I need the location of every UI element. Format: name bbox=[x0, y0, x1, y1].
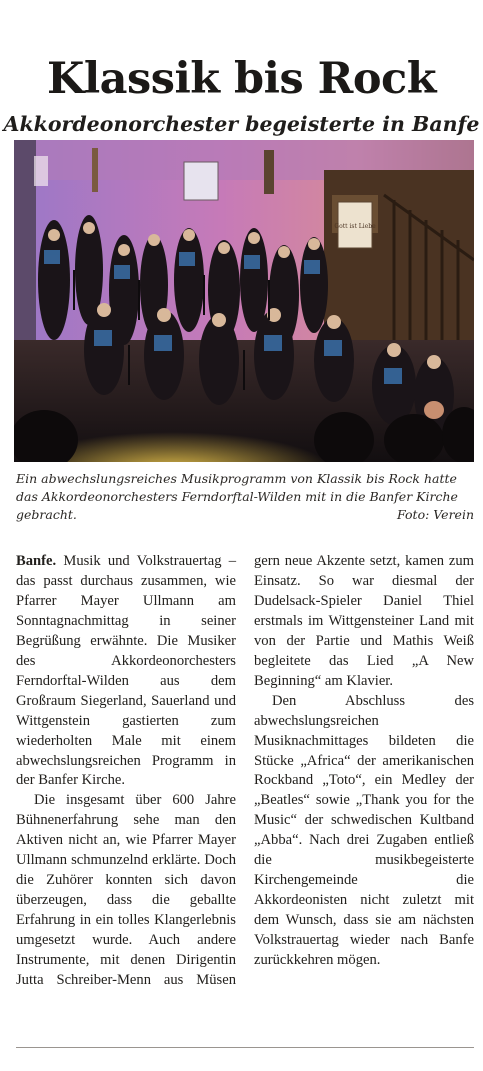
svg-text:Gott ist Liebe: Gott ist Liebe bbox=[334, 223, 376, 230]
article-photo bbox=[14, 140, 474, 462]
headline: Klassik bis Rock bbox=[46, 53, 437, 104]
photo-credit: Foto: Verein bbox=[397, 507, 474, 522]
body-paragraph-3: Den Abschluss des abwechslungsreichen Musiknachmittages bildeten die Stücke „Africa“ der amerikanischen Rockband „Toto“, ein Medley der „Beatles“ sowie „Thank you for the Music“ der schwedischen Kultband „Abba“. Nach drei Zugaben entließ die musikbegeisterte Kirchengemeinde die Akkordeonisten nicht zuletzt mit dem Wunsch, dass sie am nächsten Volkstrauertag wieder nach Banfe zurückkehren mögen. bbox=[254, 692, 474, 969]
dateline: Banfe. bbox=[16, 553, 57, 569]
article-body bbox=[16, 552, 474, 991]
bottom-rule bbox=[16, 1047, 474, 1048]
body-paragraph-2: Die insgesamt über 600 Jahre Bühnenerfahrung sehe man den Aktiven nicht an, wie Pfarrer Mayer Ullmann schmunzelnd erklärte. Doch die Zuhörer konnten sich davon überzeugen, dass die geballte Erfahrung in ein tolles Klangerlebnis umgesetzt wurde. Auch andere Instrumente, mit denen Dirigentin Jutta Schreiber-Menn aus Müsen gern neue Akzente setzt, kamen zum Einsatz. So war diesmal der Dudelsack-Spieler Daniel Thiel erstmals im Wittgensteiner Land mit von der Partie und Mathis Weiß begleitete das Lied „A New Beginning“ am Klavier. bbox=[16, 553, 474, 989]
caption-text: Ein abwechslungsreiches Musikprogramm von Klassik bis Rock hatte das Akkordeonorchesters Ferndorftal-Wilden mit in die Banfer Kirche gebracht. bbox=[16, 471, 458, 522]
subheadline: Akkordeonorchester begeisterte in Banfe bbox=[3, 112, 480, 136]
paragraph-1-text: Musik und Volkstrauertag – das passt durchaus zusammen, wie Pfarrer Mayer Ullmann am Sonntagnachmittag in seiner Begrüßung erwähnte. Die Musiker des Akkordeonorchesters Ferndorftal-Wilden aus dem Großraum Siegerland, Sauerland und Wittgenstein gastierten zum wiederholten Male mit einem abwechslungsreichen Programm in der Banfer Kirche. bbox=[16, 553, 236, 789]
church-banner bbox=[334, 202, 376, 248]
body-paragraph-1 bbox=[16, 552, 236, 791]
photo-caption bbox=[16, 470, 474, 524]
